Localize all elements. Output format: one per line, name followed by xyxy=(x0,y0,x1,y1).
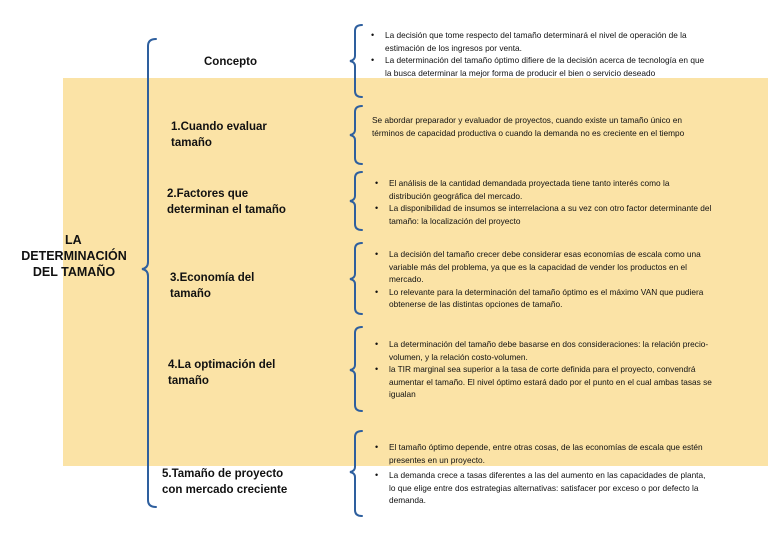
heading-line: tamaño xyxy=(168,375,209,387)
detail-economia xyxy=(368,248,713,311)
bullet-item: • La disponibilidad de insumos se interrelaciona a su vez con otro factor determinante del tamaño: la localización del proyecto xyxy=(389,202,713,227)
bullet-item: • El análisis de la cantidad demandada proyectada tiene tanto interés como la distribución geográfica del mercado. xyxy=(389,177,713,202)
heading-line: tamaño xyxy=(170,288,211,300)
paragraph: Se abordar preparador y evaluador de proyectos, cuando existe un tamaño único en términos de capacidad productiva o cuando la demanda no es creciente en el tiempo xyxy=(372,115,685,138)
heading-line: 2.Factores que xyxy=(167,188,249,200)
heading-line: tamaño xyxy=(171,137,212,149)
bullet-item: • La determinación del tamaño debe basarse en dos consideraciones: la relación precio-volumen, y la relación costo-volumen. xyxy=(389,338,713,363)
bullet-list xyxy=(368,248,713,311)
heading-line: 4.La optimación del xyxy=(168,359,276,371)
heading-line: 1.Cuando evaluar xyxy=(171,121,267,133)
bracket-factores xyxy=(350,172,362,230)
heading-line: 5.Tamaño de proyecto xyxy=(162,468,284,480)
bullet-item: • La demanda crece a tasas diferentes a las del aumento en las capacidades de planta, lo que elige entre dos estrategias alternativas: satisfacer por exceso o por defecto la demanda. xyxy=(389,469,713,507)
bullet-list xyxy=(364,29,709,79)
bullet-item: • La decisión del tamaño crecer debe considerar esas economías de escala como una variable más del problema, ya que es la capacidad de vender los productos en el mercado. xyxy=(389,248,713,286)
bullet-item: • Lo relevante para la determinación del tamaño óptimo es el máximo VAN que pudiera obtenerse de las distintas opciones de tamaño. xyxy=(389,286,713,311)
heading-cuando-evaluar xyxy=(171,119,267,151)
bracket-concepto xyxy=(350,25,362,97)
main-title-line: DETERMINACIÓN xyxy=(21,249,127,263)
bullet-item: • la TIR marginal sea superior a la tasa de corte definida para el proyecto, convendrá aumentar el tamaño. El nivel óptimo estará dado por el punto en el cual ambas tasas se igualan xyxy=(389,363,713,401)
detail-factores xyxy=(368,177,713,227)
heading-line: con mercado creciente xyxy=(162,484,288,496)
heading-line: determinan el tamaño xyxy=(167,204,286,216)
bracket-economia xyxy=(350,243,362,314)
heading-line: 3.Economía del xyxy=(170,272,255,284)
bullet-item: • La decisión que tome respecto del tamaño determinará el nivel de operación de la estimación de los ingresos por venta. xyxy=(385,29,709,54)
heading-concepto xyxy=(204,54,257,70)
bracket-evaluar xyxy=(350,106,362,164)
detail-mercado-creciente xyxy=(368,441,713,507)
bullet-item: • El tamaño óptimo depende, entre otras cosas, de las economías de escala que estén presentes en un proyecto. xyxy=(389,441,713,466)
bullet-list xyxy=(368,177,713,227)
bracket-creciente xyxy=(350,431,362,516)
bullet-list xyxy=(368,338,713,401)
heading-factores xyxy=(167,186,286,218)
detail-optimacion xyxy=(368,338,713,401)
detail-concepto xyxy=(364,29,709,79)
bullet-list xyxy=(368,441,713,507)
detail-cuando-evaluar xyxy=(372,114,712,139)
heading-mercado-creciente xyxy=(162,466,287,498)
heading-optimacion xyxy=(168,357,275,389)
main-title-line: DEL TAMAÑO xyxy=(32,265,116,279)
bracket-optimacion xyxy=(350,327,362,411)
main-title-line: LA xyxy=(65,233,82,247)
bullet-item: • La determinación del tamaño óptimo difiere de la decisión acerca de tecnología en que la busca determinar la mejor forma de producir el bien o servicio deseado xyxy=(385,54,709,79)
heading-line: Concepto xyxy=(204,56,258,68)
heading-economia xyxy=(170,270,254,302)
main-title xyxy=(2,232,146,280)
